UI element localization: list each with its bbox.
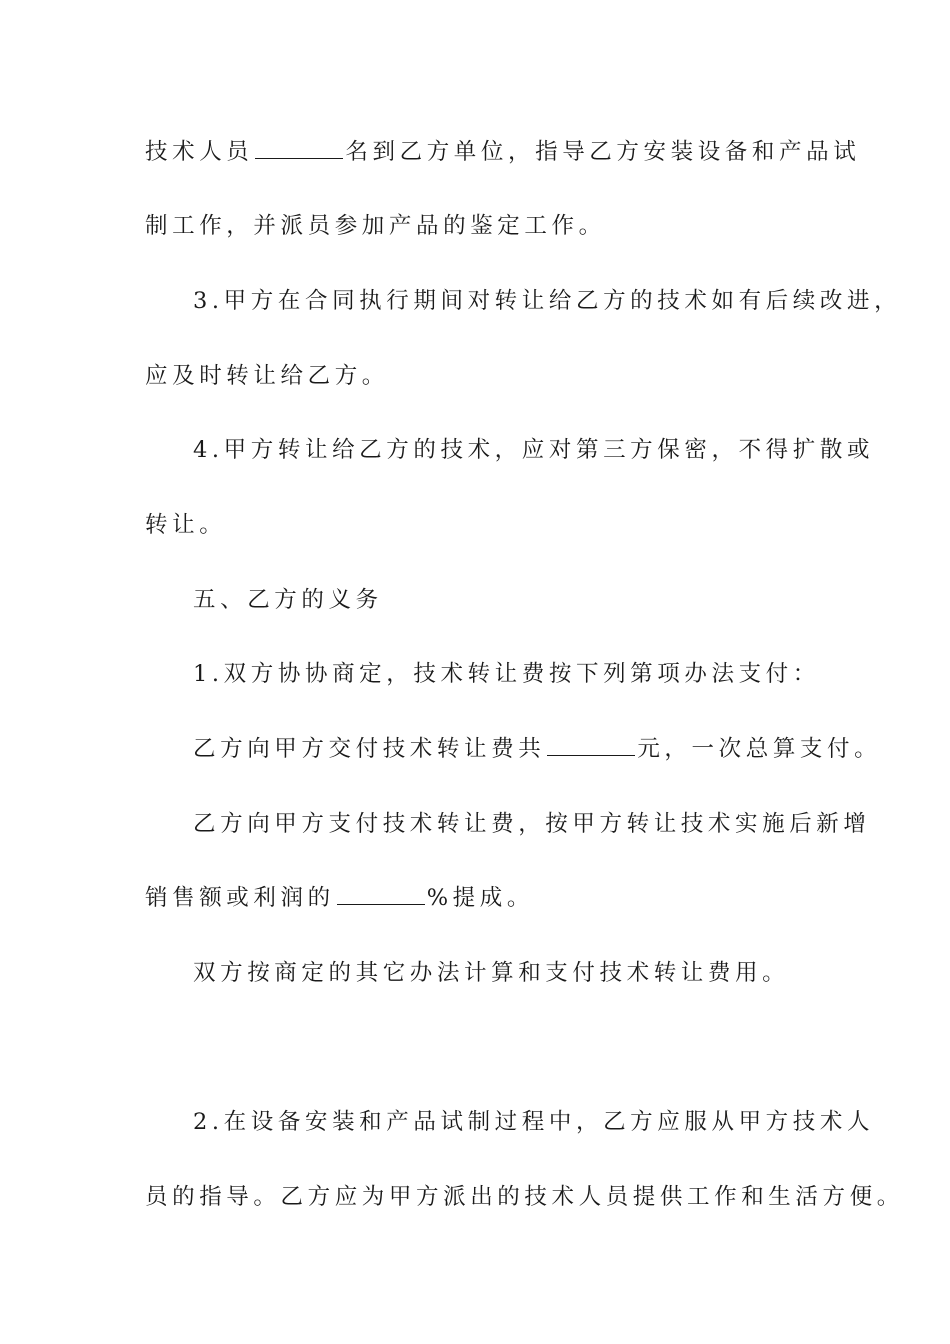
text-segment: %提成。 xyxy=(426,885,534,911)
text-segment: 技术人员 xyxy=(145,139,254,165)
paragraph-line: 1.双方协协商定，技术转让费按下列第项办法支付： xyxy=(193,661,820,687)
paragraph-line xyxy=(145,883,534,913)
paragraph-line: 制工作，并派员参加产品的鉴定工作。 xyxy=(145,213,606,239)
paragraph-line xyxy=(145,137,860,167)
paragraph-line: 4.甲方转让给乙方的技术，应对第三方保密，不得扩散或 xyxy=(193,437,875,463)
fill-blank xyxy=(337,886,425,905)
paragraph-line: 3.甲方在合同执行期间对转让给乙方的技术如有后续改进， xyxy=(193,288,902,314)
paragraph-line: 双方按商定的其它办法计算和支付技术转让费用。 xyxy=(193,960,790,986)
section-heading: 五、乙方的义务 xyxy=(193,587,383,613)
paragraph-line: 乙方向甲方支付技术转让费，按甲方转让技术实施后新增 xyxy=(193,811,871,837)
fill-blank xyxy=(547,737,635,756)
text-segment: 名到乙方单位，指导乙方安装设备和产品试 xyxy=(345,139,861,165)
paragraph-line xyxy=(193,734,881,764)
text-segment: 元，一次总算支付。 xyxy=(637,736,882,762)
paragraph-line: 转让。 xyxy=(145,512,227,538)
paragraph-line: 应及时转让给乙方。 xyxy=(145,363,389,389)
text-segment: 销售额或利润的 xyxy=(145,885,335,911)
paragraph-line: 2.在设备安装和产品试制过程中，乙方应服从甲方技术人 xyxy=(193,1109,875,1135)
paragraph-line: 员的指导。乙方应为甲方派出的技术人员提供工作和生活方便。 xyxy=(145,1184,904,1210)
text-segment: 乙方向甲方交付技术转让费共 xyxy=(193,736,546,762)
fill-blank xyxy=(255,140,343,159)
